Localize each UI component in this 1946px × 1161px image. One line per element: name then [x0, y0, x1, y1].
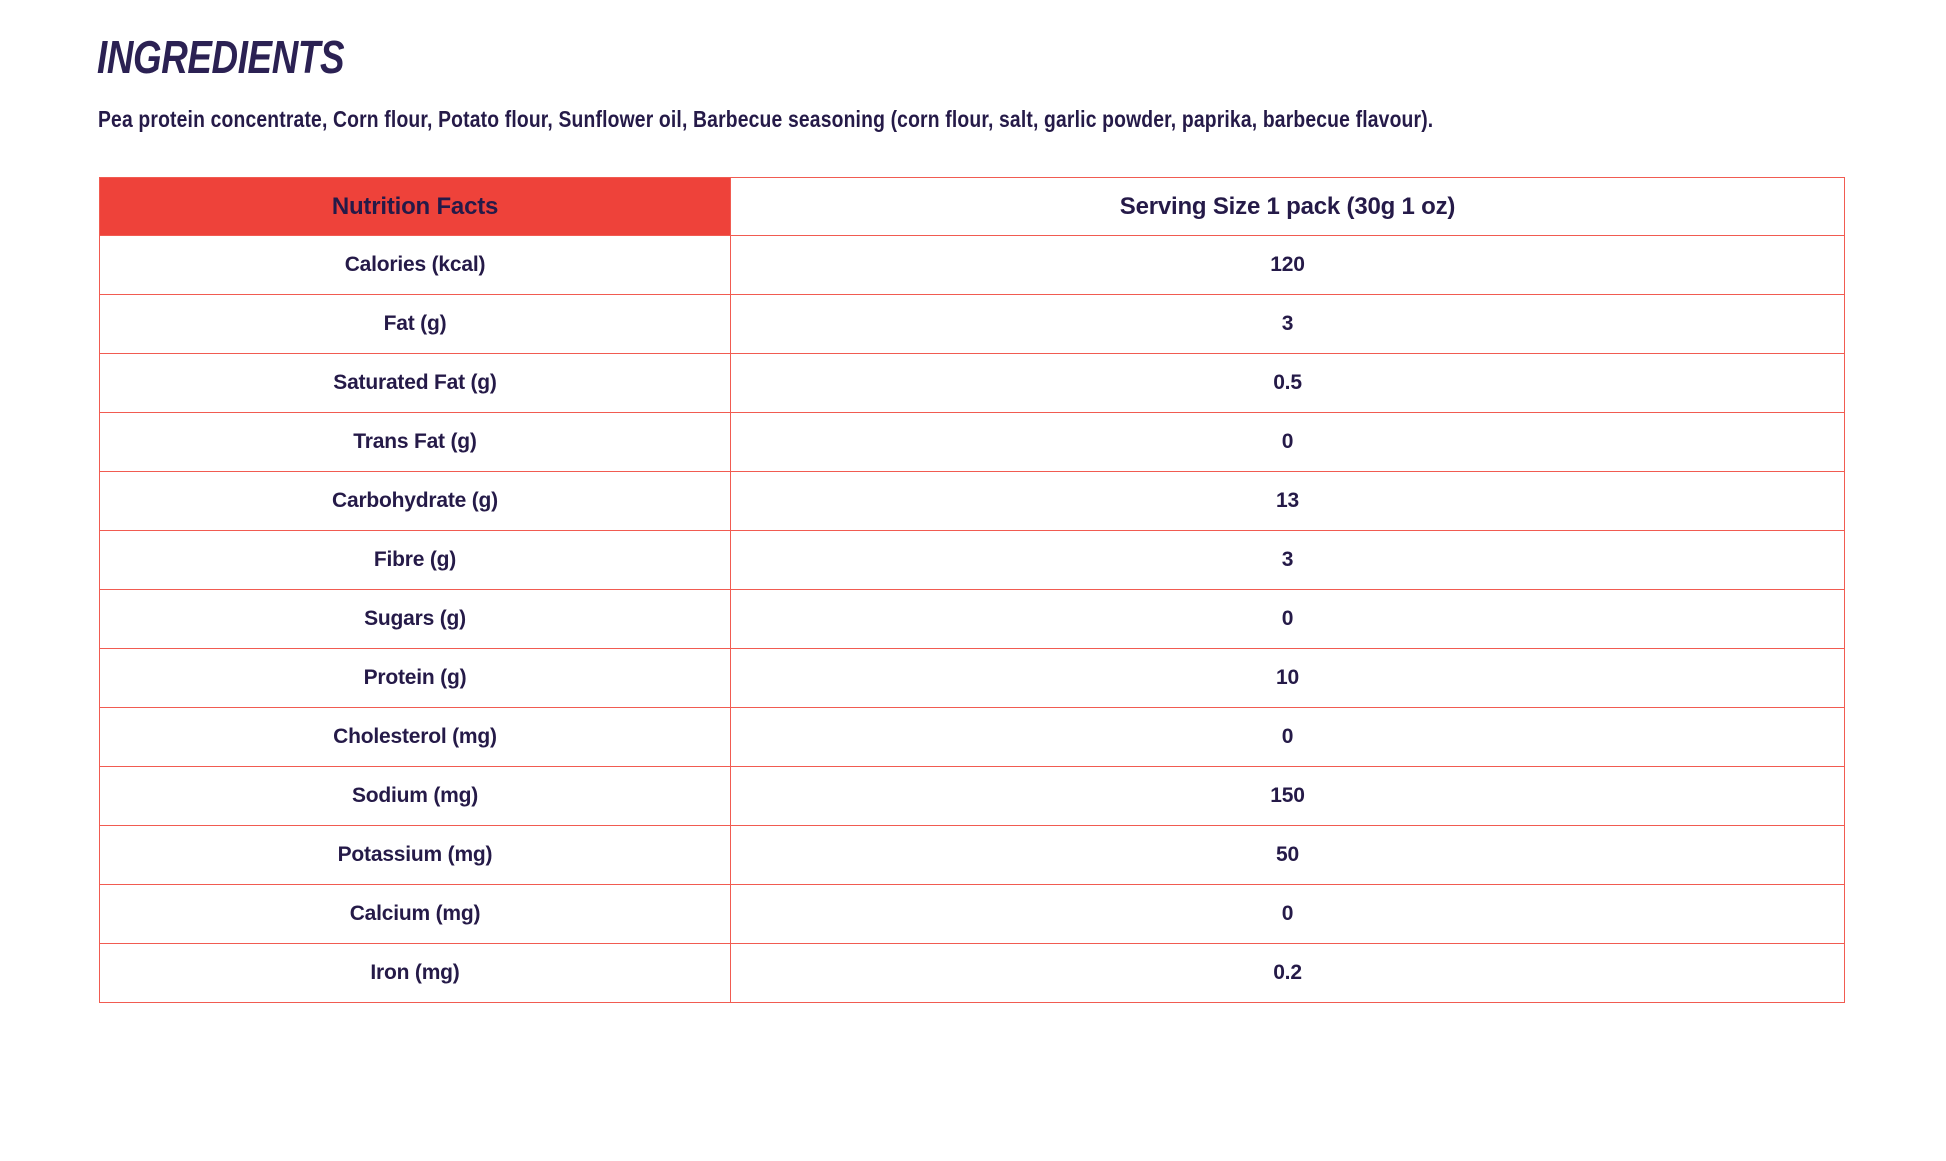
ingredients-text: Pea protein concentrate, Corn flour, Potato flour, Sunflower oil, Barbecue seasoning (corn flour, salt, garlic powder, paprika, barbecue flavour). — [98, 106, 1434, 132]
nutrient-value-cell: 10 — [731, 649, 1845, 708]
nutrient-value-cell: 0 — [731, 413, 1845, 472]
table-row — [100, 354, 1845, 413]
table-row — [100, 826, 1845, 885]
nutrient-value-cell: 0 — [731, 885, 1845, 944]
nutrient-value-cell: 150 — [731, 767, 1845, 826]
page-title: INGREDIENTS — [97, 31, 345, 83]
nutrient-label-cell: Potassium (mg) — [100, 826, 731, 885]
table-row — [100, 472, 1845, 531]
table-row — [100, 944, 1845, 1003]
nutrition-facts-header-cell: Nutrition Facts — [100, 178, 731, 236]
nutrient-label-cell: Calories (kcal) — [100, 236, 731, 295]
nutrient-label-cell: Cholesterol (mg) — [100, 708, 731, 767]
nutrient-label-cell: Trans Fat (g) — [100, 413, 731, 472]
nutrient-label-cell: Saturated Fat (g) — [100, 354, 731, 413]
serving-size-header-cell: Serving Size 1 pack (30g 1 oz) — [731, 178, 1845, 236]
nutrient-label-cell: Calcium (mg) — [100, 885, 731, 944]
nutrition-table-body — [100, 236, 1845, 1003]
nutrient-label-cell: Sodium (mg) — [100, 767, 731, 826]
table-row — [100, 885, 1845, 944]
table-row — [100, 649, 1845, 708]
table-row — [100, 531, 1845, 590]
table-row — [100, 295, 1845, 354]
nutrient-label-cell: Fibre (g) — [100, 531, 731, 590]
table-row — [100, 413, 1845, 472]
nutrient-label-cell: Sugars (g) — [100, 590, 731, 649]
nutrient-label-cell: Carbohydrate (g) — [100, 472, 731, 531]
nutrition-table — [99, 177, 1845, 1003]
nutrient-value-cell: 50 — [731, 826, 1845, 885]
nutrient-label-cell: Iron (mg) — [100, 944, 731, 1003]
nutrient-value-cell: 0 — [731, 708, 1845, 767]
nutrient-value-cell: 3 — [731, 295, 1845, 354]
nutrient-value-cell: 120 — [731, 236, 1845, 295]
nutrient-value-cell: 0.2 — [731, 944, 1845, 1003]
nutrient-value-cell: 0.5 — [731, 354, 1845, 413]
table-row — [100, 767, 1845, 826]
nutrient-label-cell: Fat (g) — [100, 295, 731, 354]
nutrient-label-cell: Protein (g) — [100, 649, 731, 708]
nutrient-value-cell: 3 — [731, 531, 1845, 590]
nutrient-value-cell: 13 — [731, 472, 1845, 531]
table-row — [100, 708, 1845, 767]
table-row — [100, 590, 1845, 649]
nutrient-value-cell: 0 — [731, 590, 1845, 649]
table-row — [100, 236, 1845, 295]
table-header-row — [100, 178, 1845, 236]
